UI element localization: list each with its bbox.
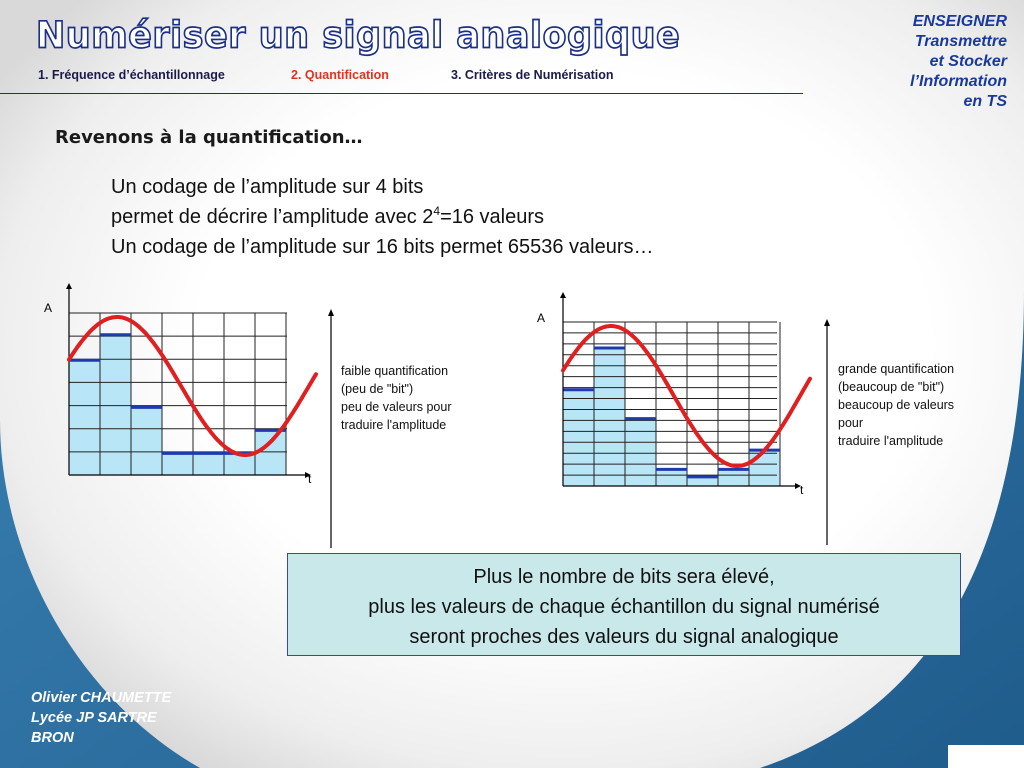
- y-axis-label: A: [44, 301, 53, 315]
- conclusion-line: seront proches des valeurs du signal analogique: [409, 626, 839, 648]
- bar: [563, 390, 594, 486]
- bar: [749, 450, 780, 486]
- brand-line: en TS: [963, 93, 1007, 110]
- y-axis-arrow: [560, 292, 566, 298]
- chart-2: [537, 292, 830, 545]
- conclusion-line: plus les valeurs de chaque échantillon du signal numérisé: [368, 596, 880, 618]
- note-line: grande quantification: [838, 362, 955, 376]
- brand-line: l’Information: [910, 73, 1007, 90]
- note-line: (beaucoup de "bit"): [838, 380, 945, 394]
- author-school: Lycée JP SARTRE: [31, 710, 157, 726]
- brand-line: et Stocker: [929, 53, 1007, 70]
- author-name: Olivier CHAUMETTE: [31, 690, 172, 706]
- chart-1: [44, 283, 334, 548]
- note-line: traduire l'amplitude: [341, 418, 447, 432]
- note-line: pour: [838, 416, 864, 430]
- bar: [625, 419, 656, 486]
- x-axis-label: t: [800, 483, 804, 497]
- x-axis-label: t: [308, 472, 312, 486]
- note-line: (peu de "bit"): [341, 382, 414, 396]
- body-line-1: Un codage de l’amplitude sur 4 bits: [111, 176, 424, 198]
- page-title: Numériser un signal analogique: [36, 15, 681, 57]
- body-line-2-text: permet de décrire l’amplitude avec 2: [111, 206, 434, 228]
- nav-item-frequence[interactable]: 1. Fréquence d’échantillonnage: [38, 68, 225, 82]
- bar: [100, 335, 131, 475]
- amplitude-arrow-head: [328, 309, 334, 316]
- conclusion-line: Plus le nombre de bits sera élevé,: [473, 566, 775, 588]
- author-block: [31, 688, 171, 748]
- exponent: 4: [433, 204, 441, 218]
- low-quantization-note: [341, 362, 452, 434]
- bar: [656, 469, 687, 486]
- author-city: BRON: [31, 730, 74, 746]
- conclusion-box: [287, 553, 961, 656]
- nav-item-criteres[interactable]: 3. Critères de Numérisation: [451, 68, 614, 82]
- brand-line: ENSEIGNER: [912, 13, 1007, 30]
- bar: [718, 469, 749, 486]
- high-quantization-note: [838, 360, 954, 450]
- amplitude-arrow-head: [824, 319, 830, 326]
- section-subtitle: Revenons à la quantification…: [55, 127, 363, 148]
- nav-item-quantification[interactable]: 2. Quantification: [291, 68, 389, 82]
- bar: [193, 453, 224, 475]
- bar: [594, 348, 625, 486]
- y-axis-label: A: [537, 311, 546, 325]
- note-line: beaucoup de valeurs: [838, 398, 955, 412]
- bar: [69, 360, 100, 475]
- body-line-2-text-end: =16 valeurs: [440, 206, 545, 228]
- y-axis-arrow: [66, 283, 72, 289]
- note-line: faible quantification: [341, 364, 449, 378]
- bar: [224, 453, 255, 475]
- note-line: peu de valeurs pour: [341, 400, 452, 414]
- body-line-3: Un codage de l’amplitude sur 16 bits permet 65536 valeurs…: [111, 236, 654, 258]
- brand-line: Transmettre: [914, 33, 1007, 50]
- note-line: traduire l'amplitude: [838, 434, 944, 448]
- bar: [162, 453, 193, 475]
- bar: [131, 407, 162, 475]
